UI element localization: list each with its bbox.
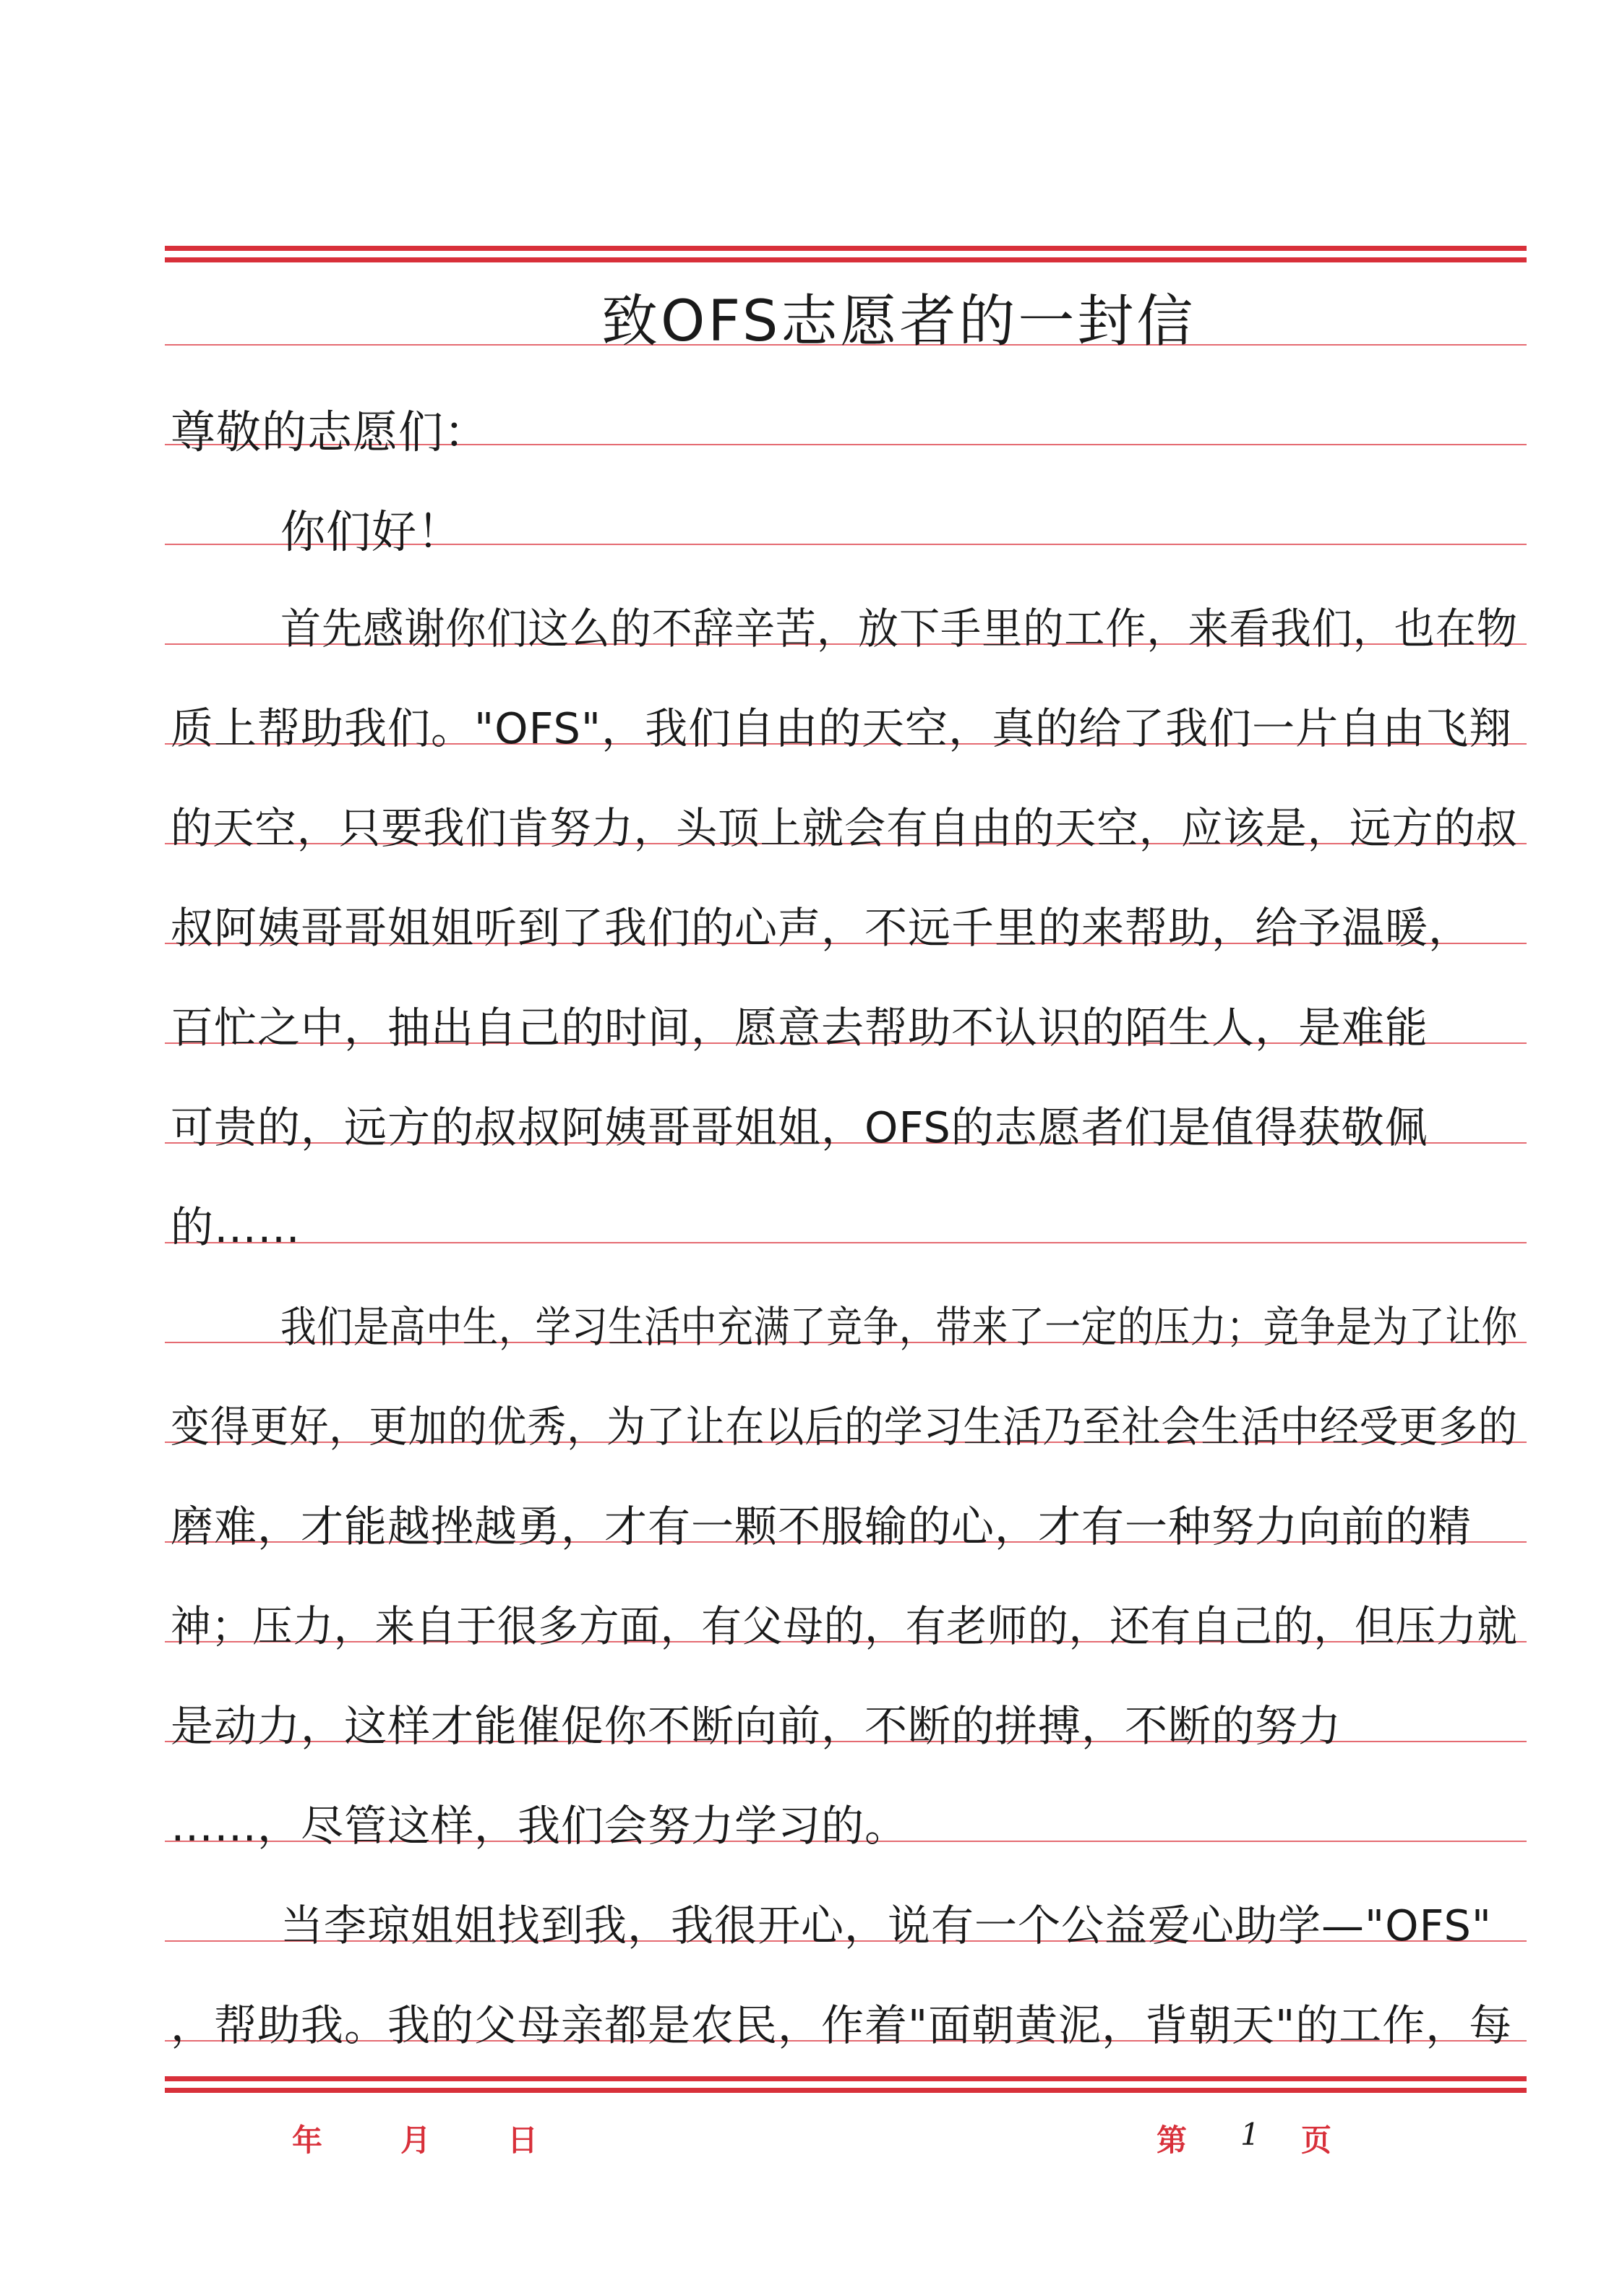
footer-page-number: 1 <box>1240 2117 1260 2152</box>
letter-line: 的…… <box>171 1202 301 1252</box>
ruled-line <box>165 1242 1527 1243</box>
letter-line: 神；压力，来自于很多方面，有父母的，有老师的，还有自己的，但压力就 <box>171 1601 1518 1651</box>
bottom-border-rule <box>165 2088 1527 2093</box>
letter-greeting: 你们好！ <box>280 505 463 558</box>
footer-year-label: 年 <box>292 2122 323 2158</box>
letter-title: 致OFS志愿者的一封信 <box>601 289 1196 354</box>
top-border-rule <box>165 257 1527 262</box>
letter-line: 磨难，才能越挫越勇，才有一颗不服输的心，才有一种努力向前的精 <box>171 1502 1472 1551</box>
letter-line: 我们是高中生，学习生活中充满了竞争，带来了一定的压力；竞争是为了让你 <box>280 1302 1518 1352</box>
letter-line: 是动力，这样才能催促你不断向前，不断的拼搏，不断的努力 <box>171 1701 1342 1751</box>
letter-line: 可贵的，远方的叔叔阿姨哥哥姐姐，OFS的志愿者们是值得获敬佩 <box>171 1102 1428 1152</box>
letter-line: 当李琼姐姐找到我，我很开心，说有一个公益爱心助学—"OFS" <box>280 1901 1493 1950</box>
letter-line: 的天空，只要我们肯努力，头顶上就会有自由的天空，应该是，远方的叔 <box>171 803 1518 853</box>
letter-line: 首先感谢你们这么的不辞辛苦，放下手里的工作，来看我们，也在物 <box>280 604 1518 654</box>
footer-day-label: 日 <box>507 2122 538 2158</box>
letter-line: 质上帮助我们。"OFS"，我们自由的天空，真的给了我们一片自由飞翔 <box>171 703 1513 753</box>
letter-line: 变得更好，更加的优秀，为了让在以后的学习生活乃至社会生活中经受更多的 <box>171 1402 1518 1452</box>
letter-line: 百忙之中，抽出自己的时间，愿意去帮助不认识的陌生人，是难能 <box>171 1003 1429 1053</box>
footer-page-prefix: 第 <box>1157 2122 1188 2158</box>
footer-page-suffix: 页 <box>1301 2122 1332 2158</box>
letter-line: 叔阿姨哥哥姐姐听到了我们的心声，不远千里的来帮助，给予温暖， <box>171 903 1472 953</box>
letter-salutation: 尊敬的志愿们： <box>171 406 490 458</box>
footer-month-label: 月 <box>400 2122 432 2158</box>
letter-line: ，帮助我。我的父母亲都是农民，作着"面朝黄泥，背朝天"的工作，每 <box>171 2000 1513 2050</box>
letter-line: ……，尽管这样，我们会努力学习的。 <box>171 1801 909 1851</box>
top-border-rule <box>165 246 1527 251</box>
bottom-border-rule <box>165 2076 1527 2081</box>
